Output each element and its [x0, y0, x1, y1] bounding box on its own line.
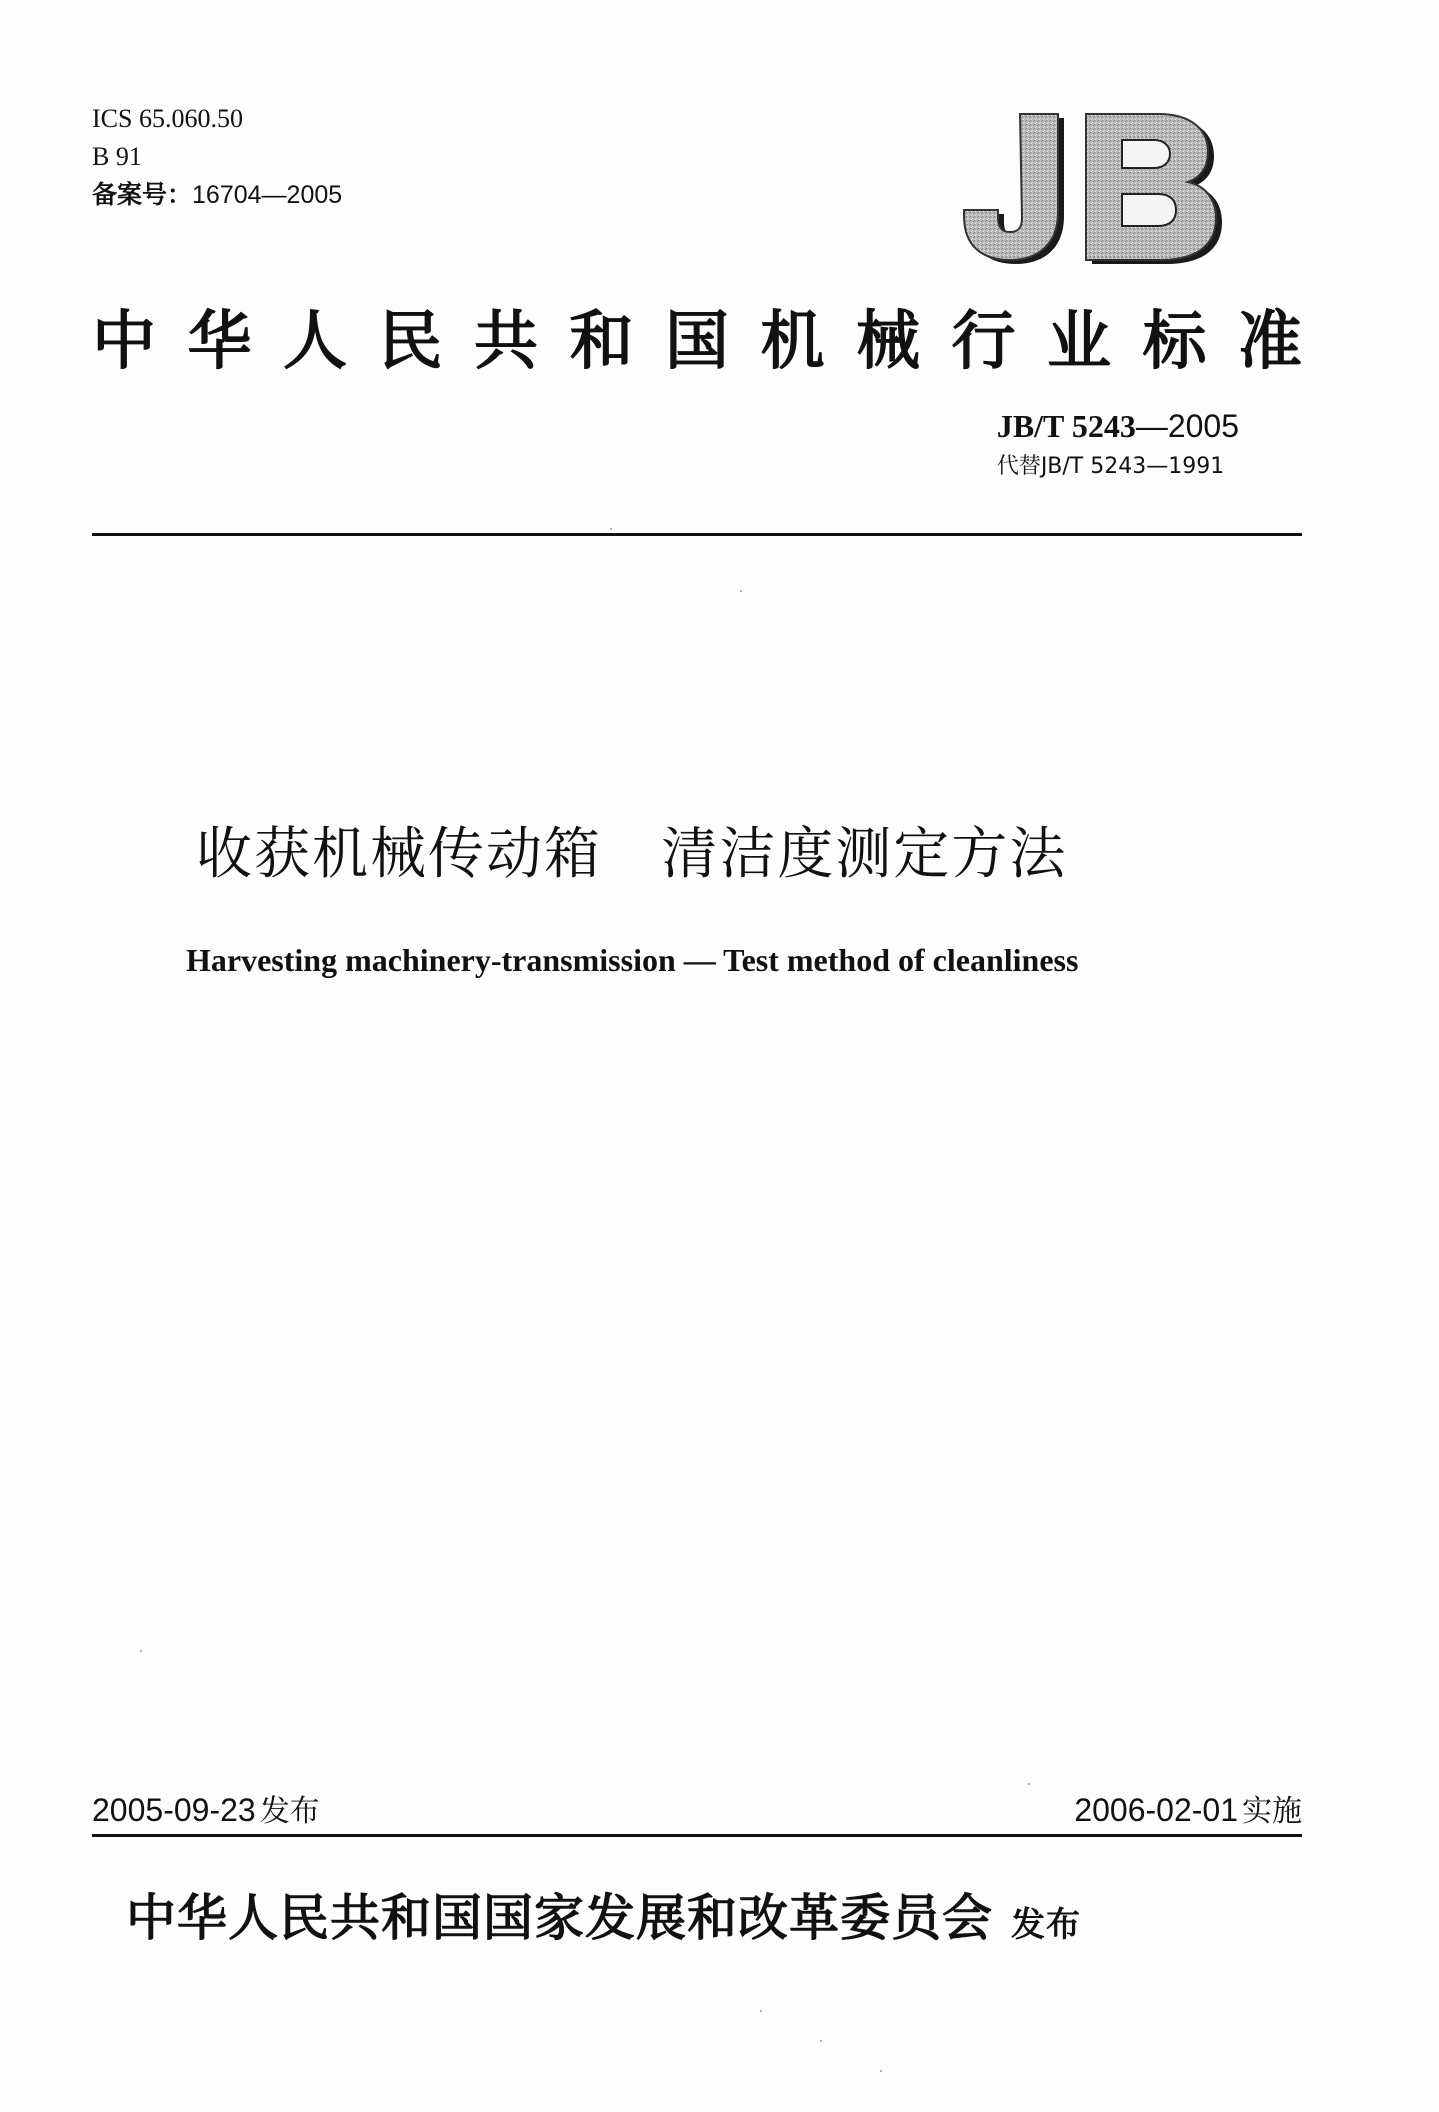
record-number: [92, 176, 342, 214]
issue-label: 发布: [259, 1794, 320, 1829]
scan-speck: [760, 2010, 762, 2012]
standard-year: —2005: [1135, 408, 1239, 444]
record-label: 备案号：: [92, 180, 193, 209]
heading-char: 械: [856, 305, 920, 379]
title-chinese: 收获机械传动箱 清洁度测定方法: [196, 822, 1068, 887]
heading-char: 标: [1142, 305, 1207, 379]
scan-speck: [820, 2040, 822, 2042]
footer-divider: [92, 1834, 1302, 1837]
jb-logo-icon: [958, 104, 1228, 264]
dates-row: [92, 1786, 1302, 1830]
replaces-standard: 代替JB/T 5243—1991: [996, 454, 1225, 479]
standard-prefix: JB/T 5243: [996, 408, 1136, 444]
heading-char: 国: [665, 305, 729, 379]
record-value: 16704—2005: [192, 181, 343, 209]
heading-char: 和: [569, 305, 634, 379]
heading-char: 行: [951, 305, 1016, 379]
effective-label: 实施: [1242, 1794, 1302, 1829]
classification-block: [92, 100, 342, 214]
effective-date-block: [1074, 1786, 1302, 1830]
effective-date: 2006-02-01: [1074, 1792, 1238, 1828]
heading-char: 中: [92, 305, 156, 379]
scan-speck: [880, 2070, 882, 2072]
scan-speck: [610, 528, 612, 530]
ics-code: ICS 65.060.50: [92, 104, 243, 133]
issue-date-block: [92, 1786, 320, 1830]
scan-speck: [140, 1650, 142, 1652]
standard-type-heading: [92, 290, 1302, 382]
publisher-line: [126, 1878, 1081, 1950]
scan-speck: [740, 590, 742, 592]
heading-char: 人: [283, 305, 347, 379]
issue-date: 2005-09-23: [92, 1792, 256, 1828]
heading-char: 华: [187, 305, 252, 379]
standard-number: [997, 408, 1239, 445]
heading-char: 准: [1238, 305, 1302, 379]
standard-number-block: [997, 408, 1239, 480]
title-english: Harvesting machinery-transmission — Test method of cleanliness: [186, 942, 1079, 978]
classification-code: B 91: [92, 142, 142, 171]
heading-char: 机: [760, 305, 825, 379]
heading-char: 共: [474, 305, 538, 379]
publisher-name: 中华人民共和国国家发展和改革委员会: [126, 1889, 993, 1947]
publisher-suffix: 发布: [1011, 1905, 1081, 1945]
heading-char: 民: [378, 305, 443, 379]
header-divider: [92, 533, 1302, 536]
heading-char: 业: [1047, 305, 1111, 379]
scan-speck: [1028, 1783, 1030, 1785]
